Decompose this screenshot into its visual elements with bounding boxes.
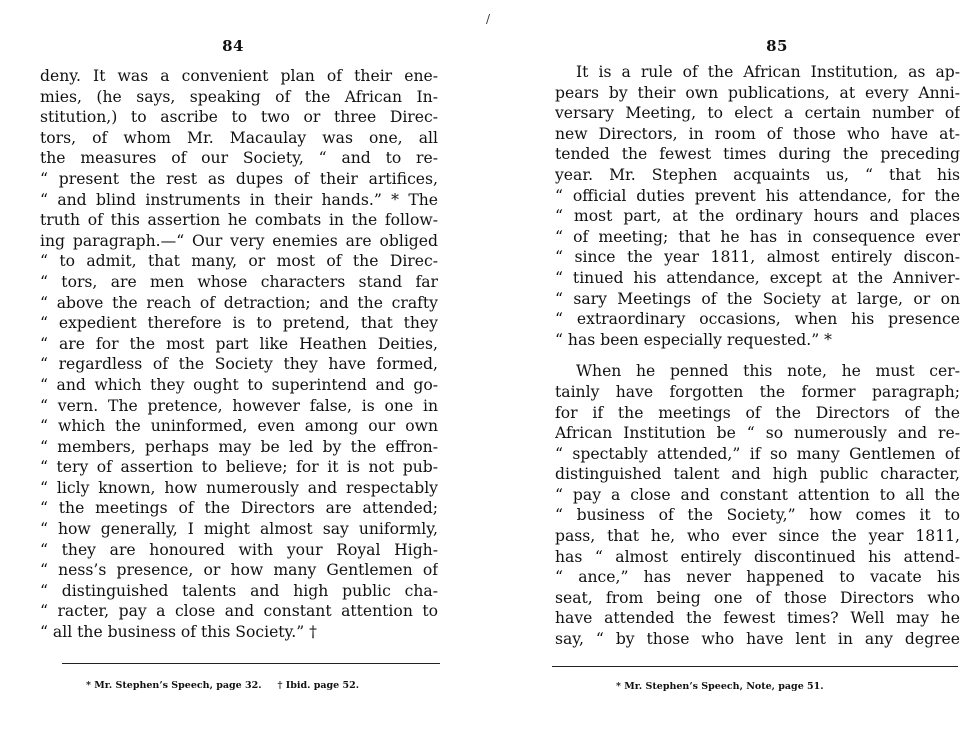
- text-line: “ sary Meetings of the Society at large, or on: [555, 289, 960, 308]
- text-line: “ business of the Society,” how comes it to: [555, 506, 960, 525]
- text-line: “ racter, pay a close and constant attention to: [40, 602, 438, 621]
- text-line: African Institution be “ so numerously and re-: [555, 424, 960, 443]
- text-line: “ since the year 1811, almost entirely discon-: [555, 248, 960, 267]
- text-line: “ ness’s presence, or how many Gentlemen of: [40, 561, 438, 580]
- text-line: truth of this assertion he combats in the follow-: [40, 211, 438, 230]
- text-line: It is a rule of the African Institution, as ap-: [576, 63, 960, 81]
- text-line: “ tinued his attendance, except at the Anniver-: [555, 268, 960, 287]
- text-line: tainly have forgotten the former paragraph;: [555, 382, 960, 401]
- footnote-2: † Ibid. page 52.: [277, 680, 360, 691]
- text-line: “ ance,” has never happened to vacate his: [555, 568, 960, 587]
- text-line: distinguished talent and high public character,: [555, 465, 960, 484]
- footnote-rule: [62, 663, 440, 664]
- text-line: “ present the rest as dupes of their artifices,: [40, 169, 438, 188]
- text-line: “ to admit, that many, or most of the Direc-: [40, 252, 438, 271]
- text-line: “ pay a close and constant attention to all the: [555, 485, 960, 504]
- text-line: the measures of our Society, “ and to re-: [40, 149, 438, 168]
- text-line: “ official duties prevent his attendance, for the: [555, 186, 960, 205]
- text-line: When he penned this note, he must cer-: [576, 362, 960, 381]
- text-line: “ tors, are men whose characters stand far: [40, 272, 438, 291]
- text-line: pears by their own publications, at every Anni-: [555, 83, 960, 102]
- text-line: “ spectably attended,” if so many Gentlemen of: [555, 444, 960, 463]
- text-line: “ has been especially requested.” *: [555, 330, 832, 349]
- footnote: * Mr. Stephen’s Speech, Note, page 51.: [616, 681, 824, 692]
- text-line: mies, (he says, speaking of the African In-: [40, 87, 438, 106]
- page-number: 84: [222, 37, 244, 55]
- text-line: “ of meeting; that he has in consequence ever: [555, 227, 960, 246]
- text-line: “ and which they ought to superintend and go-: [40, 375, 438, 394]
- page-number: 85: [766, 37, 788, 55]
- text-line: “ above the reach of detraction; and the crafty: [40, 293, 438, 312]
- text-line: “ all the business of this Society.” †: [40, 623, 317, 642]
- text-line: “ extraordinary occasions, when his presence: [555, 310, 960, 329]
- footnote-rule: [552, 666, 958, 667]
- text-line: “ most part, at the ordinary hours and places: [555, 207, 960, 226]
- text-line: “ regardless of the Society they have formed,: [40, 355, 438, 374]
- text-line: stitution,) to ascribe to two or three Direc-: [40, 108, 438, 127]
- text-line: deny. It was a convenient plan of their ene-: [40, 67, 438, 85]
- text-line: “ licly known, how numerously and respectably: [40, 478, 438, 497]
- right-page: [490, 0, 980, 731]
- text-line: has “ almost entirely discontinued his attend-: [555, 547, 960, 566]
- text-line: “ vern. The pretence, however false, is one in: [40, 396, 438, 415]
- text-line: say, “ by those who have lent in any degree: [555, 630, 960, 649]
- footnote: [86, 680, 359, 691]
- text-line: tended the fewest times during the preceding: [555, 145, 960, 164]
- text-line: have attended the fewest times? Well may he: [555, 609, 960, 628]
- text-line: “ and blind instruments in their hands.” * The: [40, 190, 438, 209]
- body-text: [40, 66, 438, 643]
- body-text: [555, 62, 960, 650]
- text-line: tors, of whom Mr. Macaulay was one, all: [40, 128, 438, 147]
- text-line: versary Meeting, to elect a certain number of: [555, 104, 960, 123]
- text-line: “ distinguished talents and high public cha-: [40, 581, 438, 600]
- text-line: “ are for the most part like Heathen Deities,: [40, 334, 438, 353]
- text-line: ing paragraph.—“ Our very enemies are obliged: [40, 231, 438, 250]
- text-line: seat, from being one of those Directors who: [555, 588, 960, 607]
- text-line: year. Mr. Stephen acquaints us, “ that his: [555, 165, 960, 184]
- text-line: “ expedient therefore is to pretend, that they: [40, 314, 438, 333]
- text-line: “ members, perhaps may be led by the effron-: [40, 437, 438, 456]
- text-line: new Directors, in room of those who have at-: [555, 124, 960, 143]
- footnote-1: * Mr. Stephen’s Speech, page 32.: [86, 680, 262, 691]
- text-line: for if the meetings of the Directors of the: [555, 403, 960, 422]
- text-line: “ how generally, I might almost say uniformly,: [40, 520, 438, 539]
- text-line: pass, that he, who ever since the year 1811,: [555, 527, 960, 546]
- text-line: “ which the uninformed, even among our own: [40, 417, 438, 436]
- text-line: “ the meetings of the Directors are attended;: [40, 499, 438, 518]
- gutter-mark: /: [486, 12, 491, 26]
- text-line: “ they are honoured with your Royal High-: [40, 540, 438, 559]
- text-line: “ tery of assertion to believe; for it is not pub-: [40, 458, 438, 477]
